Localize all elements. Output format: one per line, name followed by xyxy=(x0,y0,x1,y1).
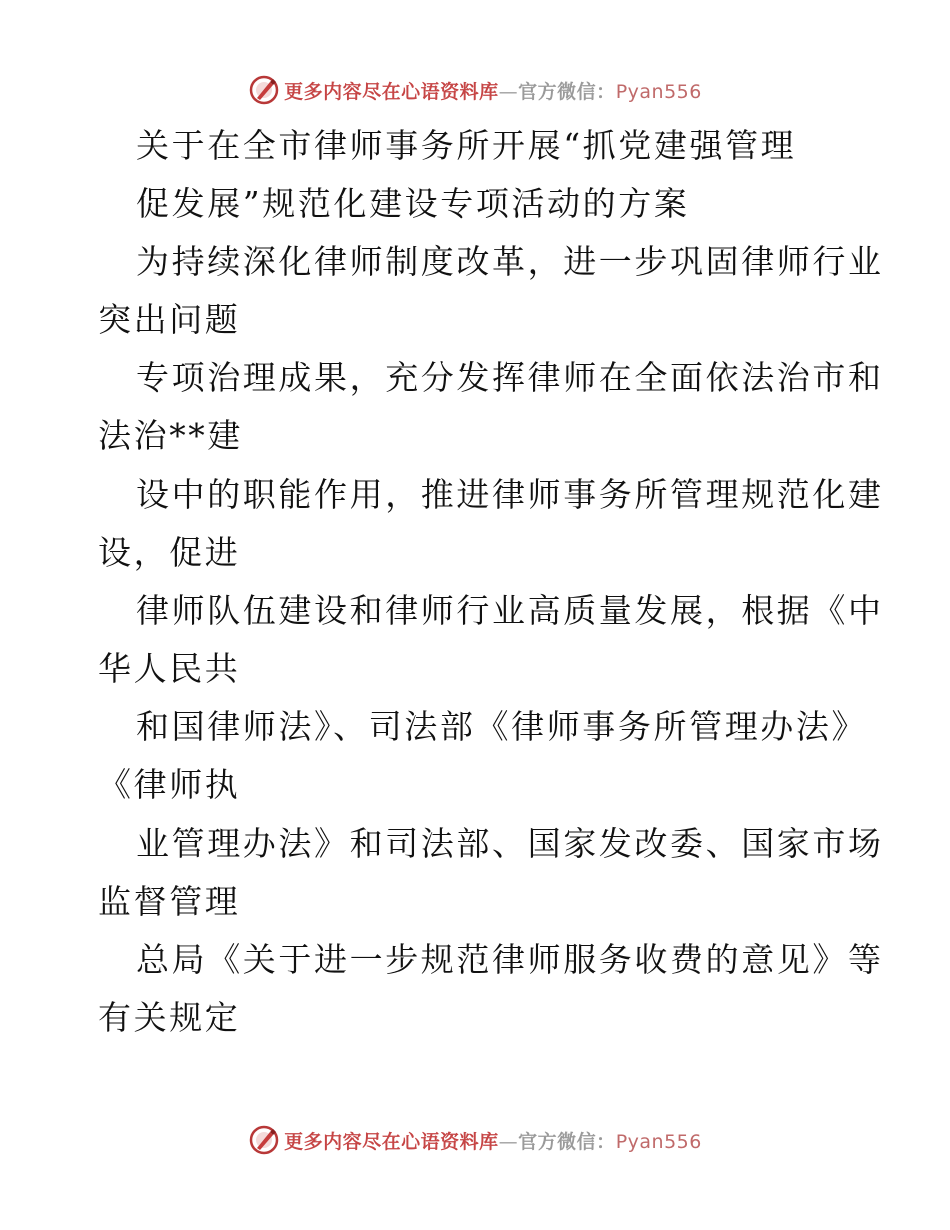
doc-line: 关于在全市律师事务所开展“抓党建强管理 xyxy=(136,126,797,165)
watermark-id: Pyan556 xyxy=(615,1130,702,1153)
watermark-text xyxy=(284,77,702,104)
watermark-main: 更多内容尽在心语资料库 xyxy=(284,1130,499,1153)
watermark-id: Pyan556 xyxy=(615,80,702,103)
doc-line: 法治**建 xyxy=(98,416,243,455)
header-watermark xyxy=(0,72,950,108)
watermark-wechat: 官方微信： xyxy=(518,1130,616,1153)
doc-line: 律师队伍建设和律师行业高质量发展，根据《中 xyxy=(136,591,884,630)
doc-line: 《律师执 xyxy=(98,765,241,804)
doc-line: 促发展”规范化建设专项活动的方案 xyxy=(136,184,690,223)
doc-line: 总局《关于进一步规范律师服务收费的意见》等 xyxy=(136,940,884,979)
doc-line: 和国律师法》、司法部《律师事务所管理办法》 xyxy=(136,707,868,746)
doc-line: 专项治理成果，充分发挥律师在全面依法治市和 xyxy=(136,358,884,397)
doc-line: 有关规定 xyxy=(98,998,241,1037)
watermark-text xyxy=(284,1127,702,1154)
footer-watermark xyxy=(0,1122,950,1158)
watermark-separator: — xyxy=(498,80,519,103)
logo-icon xyxy=(248,74,280,106)
doc-line: 突出问题 xyxy=(98,300,241,339)
doc-line: 设，促进 xyxy=(98,533,241,572)
logo-icon xyxy=(248,1124,280,1156)
doc-line: 业管理办法》和司法部、国家发改委、国家市场 xyxy=(136,824,884,863)
watermark-separator: — xyxy=(498,1130,519,1153)
doc-line: 监督管理 xyxy=(98,882,241,921)
doc-line: 设中的职能作用，推进律师事务所管理规范化建 xyxy=(136,475,884,514)
watermark-wechat: 官方微信： xyxy=(518,80,616,103)
doc-line: 华人民共 xyxy=(98,649,241,688)
doc-line: 为持续深化律师制度改革，进一步巩固律师行业 xyxy=(136,242,884,281)
watermark-main: 更多内容尽在心语资料库 xyxy=(284,80,499,103)
